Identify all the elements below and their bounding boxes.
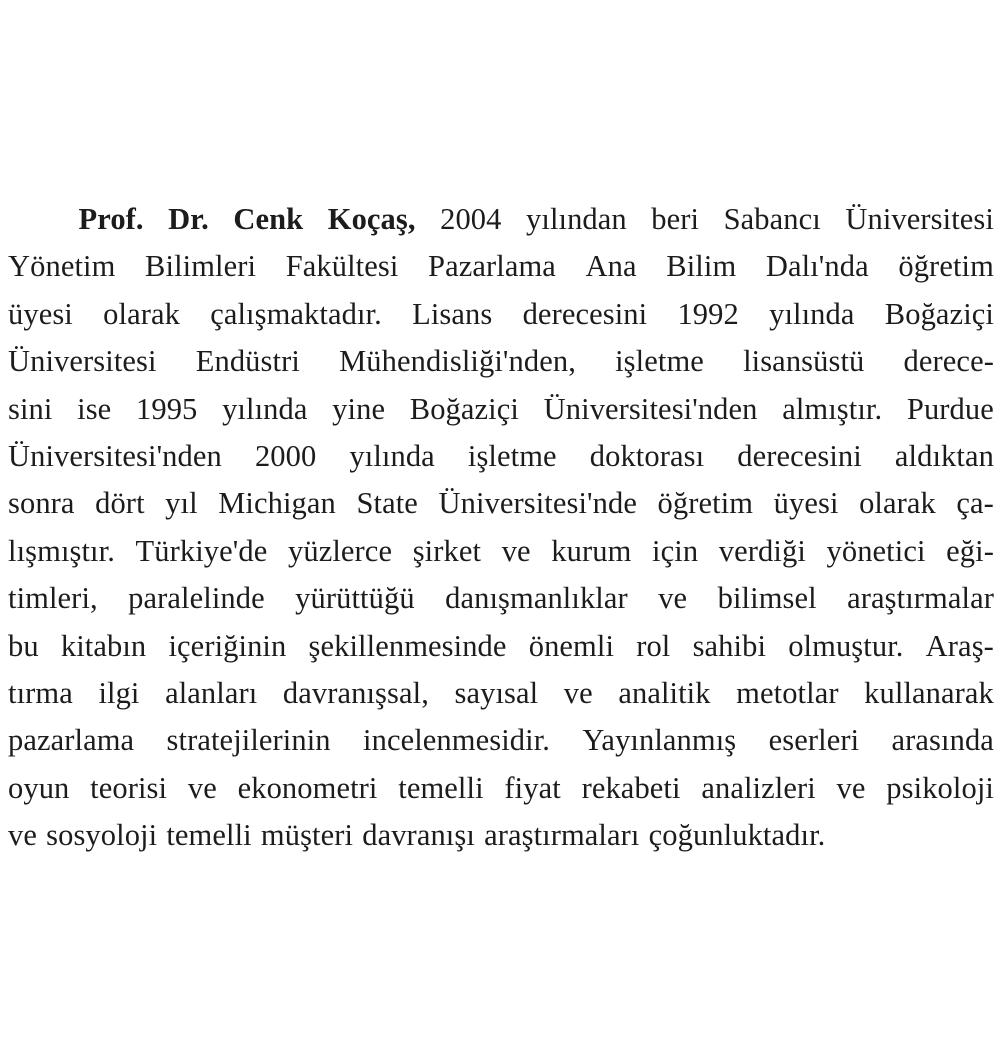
word: öğretim [657,486,754,521]
word: Pazarlama [428,249,556,284]
paragraph-line [8,480,994,527]
word: Yönetim [8,249,116,284]
word: paralelinde [128,581,265,616]
word: çalışmaktadır. [210,296,382,331]
word: Mühendisliği'nden, [339,344,576,379]
word: analitik [618,675,711,710]
word: doktorası [589,438,705,473]
word: öğretim [898,249,994,284]
word: Purdue [906,391,994,426]
word: Boğaziçi [409,391,519,426]
word: yine [332,391,386,426]
word: timleri, [8,581,98,616]
word: eği- [946,533,994,568]
word: incelenmesidir. [363,723,551,758]
word: kullanarak [864,675,994,710]
word: bu [8,628,39,663]
word: Üniversitesi [8,344,157,379]
word: Lisans [412,296,493,331]
word: temelli [166,818,252,853]
word: sini [8,391,53,426]
lead-in-word: Dr. [168,202,209,236]
word: 2004 [440,202,502,236]
word: rekabeti [581,770,681,805]
word: araştırmaları [484,818,640,853]
word: yılında [222,391,308,426]
paragraph-line [8,623,994,670]
word: metotlar [736,675,839,710]
lead-in-word: Koçaş, [327,202,416,236]
word: yılında [769,296,855,331]
word: ve [501,533,531,568]
word: Türkiye'de [135,533,268,568]
word: derecesini [737,438,862,473]
word: şekillenmesinde [308,628,507,663]
word: State [356,486,418,521]
word: fiyat [504,770,561,805]
word: Yayınlanmış [582,723,737,758]
word: pazarlama [8,723,135,758]
word: ça- [956,486,994,521]
word: dört [95,486,145,521]
word: lisansüstü [743,344,865,379]
word: analizleri [701,770,816,805]
word: Bilimleri [145,249,257,284]
word: davranışsal, [282,675,429,710]
word: almıştır. [782,391,883,426]
paragraph-line [8,338,994,385]
word: için [652,533,699,568]
word: ve [187,770,217,805]
word: 2000 [254,438,317,473]
word: psikoloji [886,770,994,805]
word: yıl [165,486,198,521]
lead-in-word: Prof. [78,202,144,236]
word: Boğaziçi [884,296,994,331]
word: çoğunluktadır. [648,818,826,853]
word: üyesi [773,486,839,521]
word: olarak [103,296,180,331]
word: aldıktan [894,438,994,473]
word: davranışı [362,818,475,853]
word: olmuştur. [788,628,904,663]
paragraph-line [8,528,994,575]
lead-in-word: Cenk [233,202,304,236]
word: bilimsel [717,581,817,616]
paragraph-line [8,717,994,764]
word: müşteri [260,818,354,853]
word: lışmıştır. [8,533,115,568]
word: teorisi [90,770,168,805]
word: ve [563,675,593,710]
word: kurum [551,533,632,568]
paragraph-line [8,433,994,480]
word: işletme [615,344,704,379]
word: danışmanlıklar [445,581,628,616]
word: 1992 [677,296,739,331]
author-biography-paragraph [8,196,994,859]
word: alanları [165,675,258,710]
word: Bilim [666,249,737,284]
word: içeriğinin [168,628,287,663]
word: yürüttüğü [295,581,415,616]
word: sayısal [454,675,539,710]
word: Üniversitesi'nden [543,391,758,426]
word: rol [636,628,671,663]
word: Üniversitesi'nden [8,438,222,473]
word: Endüstri [195,344,300,379]
word: ilgi [98,675,140,710]
word: ve [8,818,37,853]
word: yılından [526,202,627,236]
word: yönetici [826,533,926,568]
word: derece- [903,344,994,379]
paragraph-line [8,243,994,290]
word: şirket [412,533,482,568]
word: beri [651,202,700,236]
word: Araş- [925,628,994,663]
word: eserleri [768,723,860,758]
word: Dalı'nda [765,249,869,284]
word: ekonometri [237,770,378,805]
word: işletme [467,438,557,473]
paragraph-line [8,670,994,717]
word: yılında [349,438,435,473]
paragraph-line [8,765,994,812]
word: Michigan [218,486,336,521]
word: 1995 [136,391,198,426]
word: üyesi [8,296,73,331]
word: Ana [585,249,637,284]
paragraph-line [8,575,994,622]
word: temelli [398,770,484,805]
word: ve [658,581,688,616]
word: derecesini [522,296,648,331]
word: verdiği [718,533,806,568]
word: kitabın [60,628,147,663]
word: sahibi [692,628,767,663]
paragraph-line [8,812,994,859]
word: olarak [859,486,936,521]
word: Üniversitesi [845,202,994,236]
word: araştırmalar [847,581,994,616]
word: Sabancı [723,202,821,236]
paragraph-line [8,291,994,338]
word: tırma [8,675,73,710]
word: Üniversitesi'nde [438,486,637,521]
word: oyun [8,770,70,805]
paragraph-line [8,386,994,433]
word: sosyoloji [46,818,158,853]
word: Fakültesi [285,249,399,284]
word: ve [836,770,866,805]
word: önemli [528,628,615,663]
word: sonra [8,486,75,521]
word: stratejilerinin [166,723,331,758]
word: ise [77,391,112,426]
word: arasında [891,723,994,758]
paragraph-line [8,196,994,243]
word: yüzlerce [288,533,393,568]
